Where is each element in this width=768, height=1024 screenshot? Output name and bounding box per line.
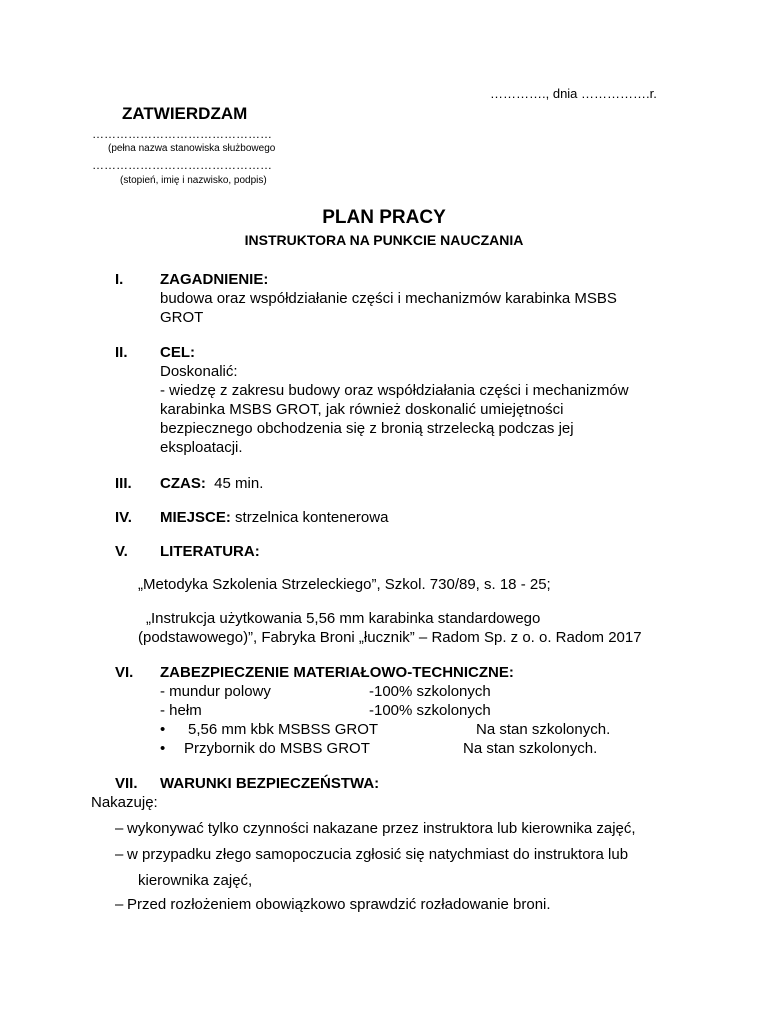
section-label: MIEJSCE:	[160, 509, 231, 526]
safety-rule	[115, 819, 636, 838]
rule-text: Przed rozłożeniem obowiązkowo sprawdzić rozładowanie broni.	[127, 896, 551, 913]
section-text: Doskonalić:	[160, 363, 238, 380]
section-label: ZABEZPIECZENIE MATERIAŁOWO-TECHNICZNE:	[160, 664, 514, 681]
equipment-item: 5,56 mm kbk MSBSS GROT	[188, 721, 379, 738]
section-label: WARUNKI BEZPIECZEŃSTWA:	[160, 775, 380, 792]
section-time	[160, 474, 263, 493]
section-text: - wiedzę z zakresu budowy oraz współdziałania części i mechanizmów	[160, 382, 629, 399]
section-number: III.	[115, 475, 132, 492]
rule-dash: –	[115, 846, 124, 863]
rule-text: w przypadku złego samopoczucia zgłosić się natychmiast do instruktora lub	[127, 846, 629, 863]
equipment-item	[160, 701, 202, 720]
section-topic	[160, 270, 617, 327]
rule-dash: –	[115, 820, 124, 837]
literature-ref: „Instrukcja użytkowania 5,56 mm karabinka standardowego	[146, 610, 541, 627]
item-name: hełm	[169, 702, 202, 719]
section-text: eksploatacji.	[160, 439, 243, 456]
page-subtitle: INSTRUKTORA NA PUNKCIE NAUCZANIA	[244, 232, 524, 248]
equipment-item: Przybornik do MSBS GROT	[184, 740, 370, 757]
section-label: CZAS:	[160, 475, 206, 492]
section-value: 45 min.	[214, 475, 264, 492]
section-text: bezpiecznego obchodzenia się z bronią strzelecką podczas jej	[160, 420, 574, 437]
section-number: IV.	[115, 509, 132, 526]
equipment-qty: -100% szkolonych	[369, 702, 491, 719]
equipment-qty: Na stan szkolonych.	[476, 721, 611, 738]
section-label: ZAGADNIENIE:	[160, 271, 269, 288]
safety-rule	[115, 845, 628, 864]
equipment-qty: Na stan szkolonych.	[463, 740, 598, 757]
section-text: karabinka MSBS GROT, jak również doskonalić umiejętności	[160, 401, 564, 418]
position-dots: ………………………………………	[92, 127, 272, 141]
section-number: VII.	[115, 775, 138, 792]
literature-ref: „Metodyka Szkolenia Strzeleckiego”, Szkol. 730/89, s. 18 - 25;	[138, 576, 551, 593]
safety-rule	[115, 895, 551, 914]
rule-text: wykonywać tylko czynności nakazane przez instruktora lub kierownika zajęć,	[127, 820, 636, 837]
section-goal	[160, 343, 629, 457]
equipment-qty: -100% szkolonych	[369, 683, 491, 700]
section-number: VI.	[115, 664, 134, 681]
item-bullet: -	[160, 683, 170, 700]
section-number: II.	[115, 344, 128, 361]
section-value: strzelnica kontenerowa	[235, 509, 389, 526]
literature-ref-cont: (podstawowego)”, Fabryka Broni „łucznik” – Radom Sp. z o. o. Radom 2017	[138, 629, 642, 646]
safety-intro: Nakazuję:	[91, 794, 158, 811]
item-name: mundur polowy	[169, 683, 271, 700]
position-note: (pełna nazwa stanowiska służbowego	[108, 143, 276, 154]
rule-dash: –	[115, 896, 124, 913]
section-number: V.	[115, 543, 128, 560]
equipment-item	[160, 682, 271, 701]
section-text: budowa oraz współdziałanie części i mechanizmów karabinka MSBS	[160, 290, 617, 307]
place-date-line: …………., dnia …………….r.	[490, 86, 657, 101]
safety-rule-cont: kierownika zajęć,	[138, 872, 253, 889]
rank-note: (stopień, imię i nazwisko, podpis)	[120, 175, 267, 186]
approve-heading: ZATWIERDZAM	[122, 104, 248, 123]
item-bullet: -	[160, 702, 170, 719]
page-title: PLAN PRACY	[322, 207, 446, 228]
section-label: CEL:	[160, 344, 195, 361]
equipment-item-bullet: •	[160, 721, 166, 738]
signature-dots: ………………………………………	[92, 158, 272, 172]
section-place	[160, 508, 388, 527]
section-text: GROT	[160, 309, 204, 326]
section-number: I.	[115, 271, 124, 288]
section-label: LITERATURA:	[160, 543, 260, 560]
equipment-item-bullet: •	[160, 740, 166, 757]
